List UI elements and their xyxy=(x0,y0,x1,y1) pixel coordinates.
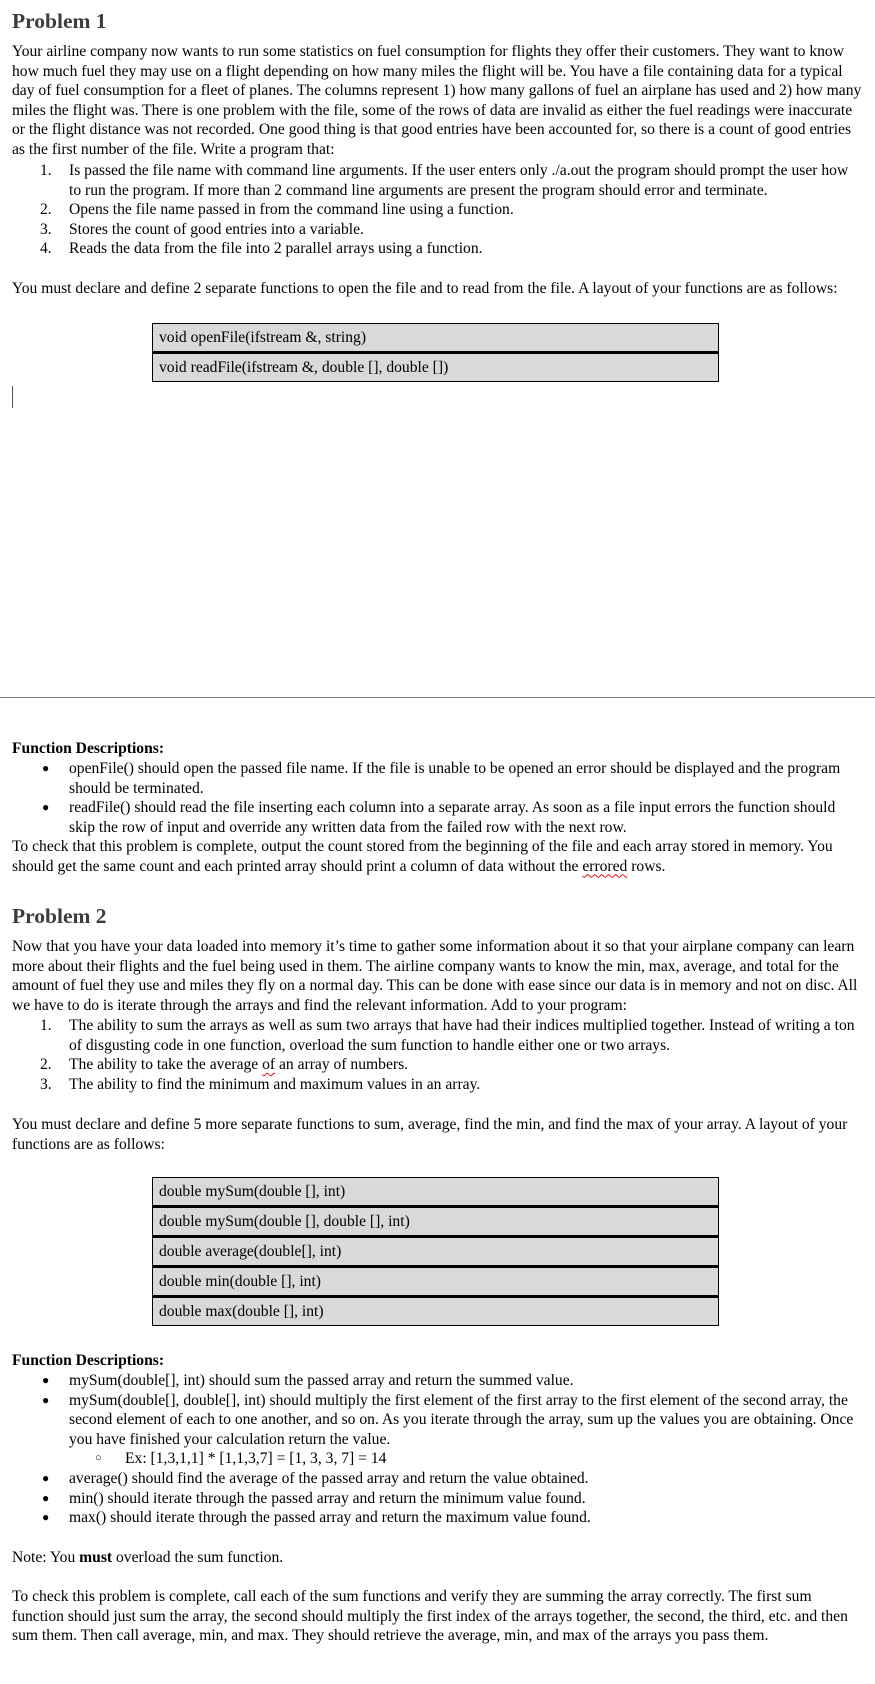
problem2-signature-table xyxy=(152,1177,719,1326)
problem2-note: Note: You must overload the sum function. xyxy=(12,1549,284,1566)
problem1-functions-intro: You must declare and define 2 separate functions to open the file and to read from the file. A layout of your functions are as follows: xyxy=(12,280,838,297)
list-item: ● average() should find the average of the passed array and return the value obtained. xyxy=(42,1469,589,1487)
bullet-icon: ● xyxy=(42,1470,50,1485)
list-item: 3. Stores the count of good entries into a variable. xyxy=(40,220,364,238)
signature-read-file: void readFile(ifstream &, double [], double []) xyxy=(153,354,718,381)
list-item: 2. Opens the file name passed in from the command line using a function. xyxy=(40,201,514,219)
text-cursor xyxy=(12,386,13,408)
bullet-icon: ● xyxy=(42,1392,50,1407)
list-item: ● mySum(double[], int) should sum the passed array and return the summed value. xyxy=(42,1372,574,1389)
problem2-desc-heading: Function Descriptions: xyxy=(12,1352,165,1369)
list-item: ● min() should iterate through the passed array and return the minimum value found. xyxy=(42,1489,586,1507)
list-item: 4. Reads the data from the file into 2 parallel arrays using a function. xyxy=(40,240,483,258)
signature-mysum-double: double mySum(double [], double [], int) xyxy=(153,1208,718,1236)
problem1-list xyxy=(12,161,863,259)
list-item: ● mySum(double[], double[], int) should multiply the first element of the first array to the first element of the second array, the second element of each to one another, and so on. As you iterate through the array, sum up the values you are obtaining. Once you have finished your calculation return the value. xyxy=(42,1391,854,1448)
list-item: ● max() should iterate through the passed array and return the maximum value found. xyxy=(42,1509,591,1527)
bullet-icon: ● xyxy=(42,1373,50,1387)
problem1-title: Problem 1 xyxy=(12,9,107,33)
problem2-functions-intro: You must declare and define 5 more separate functions to sum, average, find the min, and find the max of your array. A layout of your functions are as follows: xyxy=(12,1116,848,1153)
problem1-desc-heading: Function Descriptions: xyxy=(12,740,165,757)
signature-max: double max(double [], int) xyxy=(153,1298,718,1325)
bullet-icon: ● xyxy=(42,1490,50,1505)
circle-bullet-icon: ○ xyxy=(95,1452,102,1465)
list-item: ● openFile() should open the passed file name. If the file is unable to be opened an error should be displayed and the program should be terminated. xyxy=(42,760,841,797)
problem2-check: To check this problem is complete, call each of the sum functions and verify they are summing the array correctly. The first sum function should just sum the array, the second should multiply the first index of the arrays together, the second, the third, etc. and then sum them. Then call average, min, and max. They should retrieve the average, min, and max of the arrays you pass them. xyxy=(12,1588,848,1645)
list-item: 1. The ability to sum the arrays as well as sum two arrays that have had their indices multiplied together. Instead of writing a ton of disgusting code in one function, overload the sum function to handle either one or two arrays. xyxy=(40,1017,855,1054)
problem1-intro: Your airline company now wants to run some statistics on fuel consumption for flights they offer their customers. They want to know how much fuel they may use on a flight depending on how many miles the flight will be. You have a file containing data for a typical day of fuel consumption for a fleet of planes. The columns represent 1) how many gallons of fuel an airplane has used and 2) how many miles the flight was. There is one problem with the file, some of the rows of data are invalid as either the fuel readings were inaccurate or the flight distance was not recorded. One good thing is that good entries have been accounted for, so there is a count of good entries as the first number of the file. Write a program that: xyxy=(12,43,862,158)
signature-open-file: void openFile(ifstream &, string) xyxy=(153,324,718,352)
problem2-list xyxy=(12,1016,863,1094)
spellcheck-word: errored xyxy=(582,857,628,875)
problem2-intro: Now that you have your data loaded into memory it’s time to gather some information about it so that your airplane company can learn more about their flights and the fuel being used in them. The airline company wants to know the min, max, average, and total for the amount of fuel they use and miles they fly on a normal day. This can be done with ease since our data is in memory and not on disc. All we have to do is iterate through the arrays and find the relevant information. Add to your program: xyxy=(12,938,858,1014)
bullet-icon: ● xyxy=(42,761,50,775)
problem1-signature-table xyxy=(152,323,719,382)
signature-min: double min(double [], int) xyxy=(153,1268,718,1296)
list-item: ● readFile() should read the file inserting each column into a separate array. As soon as a file input errors the function should skip the row of input and override any written data from the failed row with the next row. xyxy=(42,799,836,836)
list-item: 1. Is passed the file name with command line arguments. If the user enters only ./a.out the program should prompt the user how to run the program. If more than 2 command line arguments are present the program should error and terminate. xyxy=(40,162,849,199)
problem2-title: Problem 2 xyxy=(12,904,107,928)
problem1-check: To check that this problem is complete, output the count stored from the beginning of the file and each array stored in memory. You should get the same count and each printed array should print a column of data without the errored rows. xyxy=(12,838,833,875)
problem2-descriptions xyxy=(12,1371,863,1528)
list-item: 3. The ability to find the minimum and maximum values in an array. xyxy=(40,1075,481,1093)
signature-average: double average(double[], int) xyxy=(153,1238,718,1266)
list-item: ○ Ex: [1,3,1,1] * [1,1,3,7] = [1, 3, 3, 7] = 14 xyxy=(95,1450,387,1468)
problem1-descriptions xyxy=(12,759,863,837)
page-break-divider xyxy=(0,697,875,698)
bullet-icon: ● xyxy=(42,800,50,815)
signature-mysum-single: double mySum(double [], int) xyxy=(153,1178,718,1206)
list-item: 2. The ability to take the average of an array of numbers. xyxy=(40,1056,409,1074)
spellcheck-word: of xyxy=(262,1056,276,1074)
bullet-icon: ● xyxy=(42,1510,50,1525)
